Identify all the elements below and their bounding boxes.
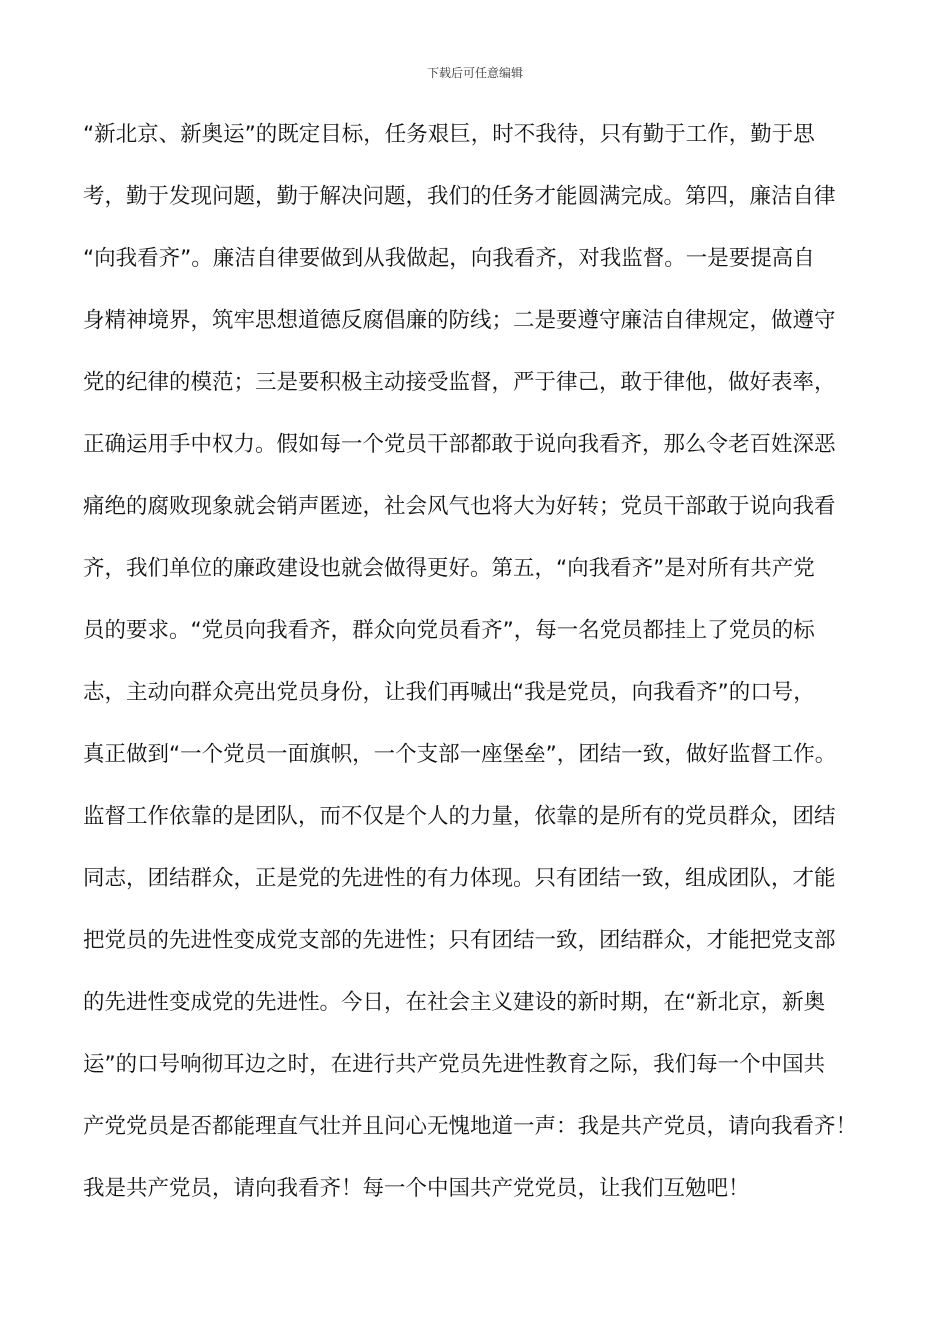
text-line: 把党员的先进性变成党支部的先进性；只有团结一致，团结群众，才能把党支部 xyxy=(83,928,836,953)
text-line: 志，主动向群众亮出党员身份，让我们再喊出“我是党员，向我看齐”的口号， xyxy=(83,680,815,705)
text-line: 我是共产党员，请向我看齐！每一个中国共产党党员，让我们互勉吧！ xyxy=(83,1176,750,1201)
text-line: 考，勤于发现问题，勤于解决问题，我们的任务才能圆满完成。第四，廉洁自律 xyxy=(83,184,836,209)
text-line: 痛绝的腐败现象就会销声匿迹，社会风气也将大为好转；党员干部敢于说向我看 xyxy=(83,494,836,519)
text-line: 监督工作依靠的是团队，而不仅是个人的力量，依靠的是所有的党员群众，团结 xyxy=(83,804,836,829)
text-line: 齐，我们单位的廉政建设也就会做得更好。第五，“向我看齐”是对所有共产党 xyxy=(83,556,815,581)
text-line: 党的纪律的模范；三是要积极主动接受监督，严于律己，敢于律他，做好表率， xyxy=(83,370,836,395)
text-line: 正确运用手中权力。假如每一个党员干部都敢于说向我看齐，那么令老百姓深恶 xyxy=(83,432,836,457)
text-line: 的先进性变成党的先进性。今日，在社会主义建设的新时期，在“新北京，新奥 xyxy=(83,990,826,1015)
text-line: “新北京、新奥运”的既定目标，任务艰巨，时不我待，只有勤于工作，勤于思 xyxy=(83,122,815,147)
document-body xyxy=(83,112,883,1228)
text-line: “向我看齐”。廉洁自律要做到从我做起，向我看齐，对我监督。一是要提高自 xyxy=(83,246,815,271)
text-line: 真正做到“一个党员一面旗帜，一个支部一座堡垒”，团结一致，做好监督工作。 xyxy=(83,742,837,767)
text-line: 员的要求。“党员向我看齐，群众向党员看齐”，每一名党员都挂上了党员的标 xyxy=(83,618,815,643)
text-line: 身精神境界，筑牢思想道德反腐倡廉的防线；二是要遵守廉洁自律规定，做遵守 xyxy=(83,308,836,333)
text-line: 同志，团结群众，正是党的先进性的有力体现。只有团结一致，组成团队，才能 xyxy=(83,866,836,891)
text-line: 运”的口号响彻耳边之时，在进行共产党员先进性教育之际，我们每一个中国共 xyxy=(83,1052,826,1077)
page-header: 下载后可任意编辑 xyxy=(426,66,523,80)
text-line: 产党党员是否都能理直气壮并且问心无愧地道一声：我是共产党员，请向我看齐！ xyxy=(83,1114,858,1139)
